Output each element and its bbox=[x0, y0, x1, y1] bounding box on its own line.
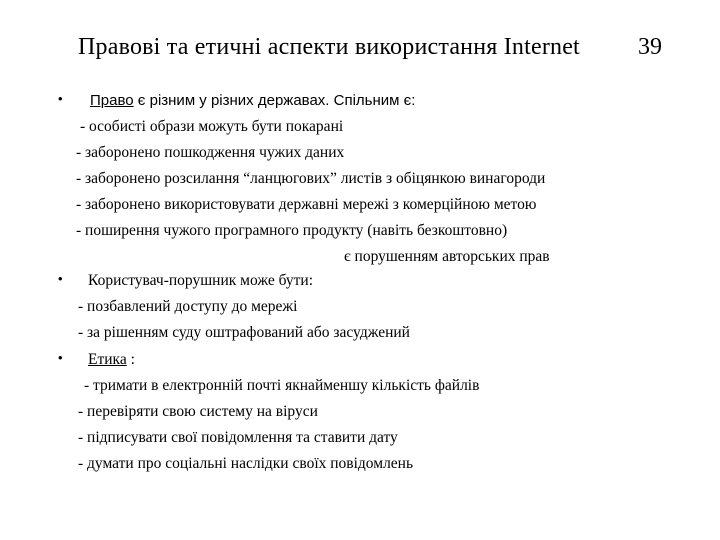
section-2-item-1: - позбавлений доступу до мережі bbox=[78, 298, 298, 315]
section-2-heading bbox=[88, 272, 313, 290]
section-2-item-2: - за рішенням суду оштрафований або засуджений bbox=[78, 324, 410, 341]
section-1-item-1: - особисті образи можуть бути покарані bbox=[80, 118, 344, 135]
bullet-3: • bbox=[58, 350, 63, 365]
slide-number: 39 bbox=[638, 34, 662, 60]
section-3-item-4: - думати про соціальні наслідки своїх повідомлень bbox=[78, 455, 414, 472]
bullet-1: • bbox=[58, 91, 63, 106]
section-1-heading-text: є різним у різних державах. Спільним є: bbox=[133, 92, 416, 109]
section-1-heading bbox=[90, 92, 415, 109]
section-1-item-5: - поширення чужого програмного продукту (навіть безкоштовно) bbox=[76, 222, 508, 239]
section-3-heading-text: : bbox=[126, 351, 135, 368]
section-3-item-3: - підписувати свої повідомлення та ставити дату bbox=[78, 429, 398, 446]
slide-title: Правові та етичні аспекти використання Internet bbox=[78, 34, 580, 60]
section-1-item-6: є порушенням авторських прав bbox=[344, 248, 550, 265]
section-3-item-1: - тримати в електронній почті якнайменшу кількість файлів bbox=[84, 377, 480, 394]
section-3-item-2: - перевіряти свою систему на віруси bbox=[78, 403, 318, 420]
section-3-heading bbox=[88, 351, 135, 369]
section-1-heading-link[interactable]: Право bbox=[90, 92, 134, 109]
section-3-heading-link[interactable]: Етика bbox=[88, 351, 127, 368]
section-1-item-4: - заборонено використовувати державні мережі з комерційною метою bbox=[76, 196, 537, 213]
section-1-item-2: - заборонено пошкодження чужих даних bbox=[76, 144, 345, 161]
bullet-2: • bbox=[58, 271, 63, 286]
section-1-item-3: - заборонено розсилання “ланцюгових” листів з обіцянкою винагороди bbox=[76, 170, 546, 187]
section-2-heading-text: Користувач-порушник може бути: bbox=[88, 272, 314, 289]
